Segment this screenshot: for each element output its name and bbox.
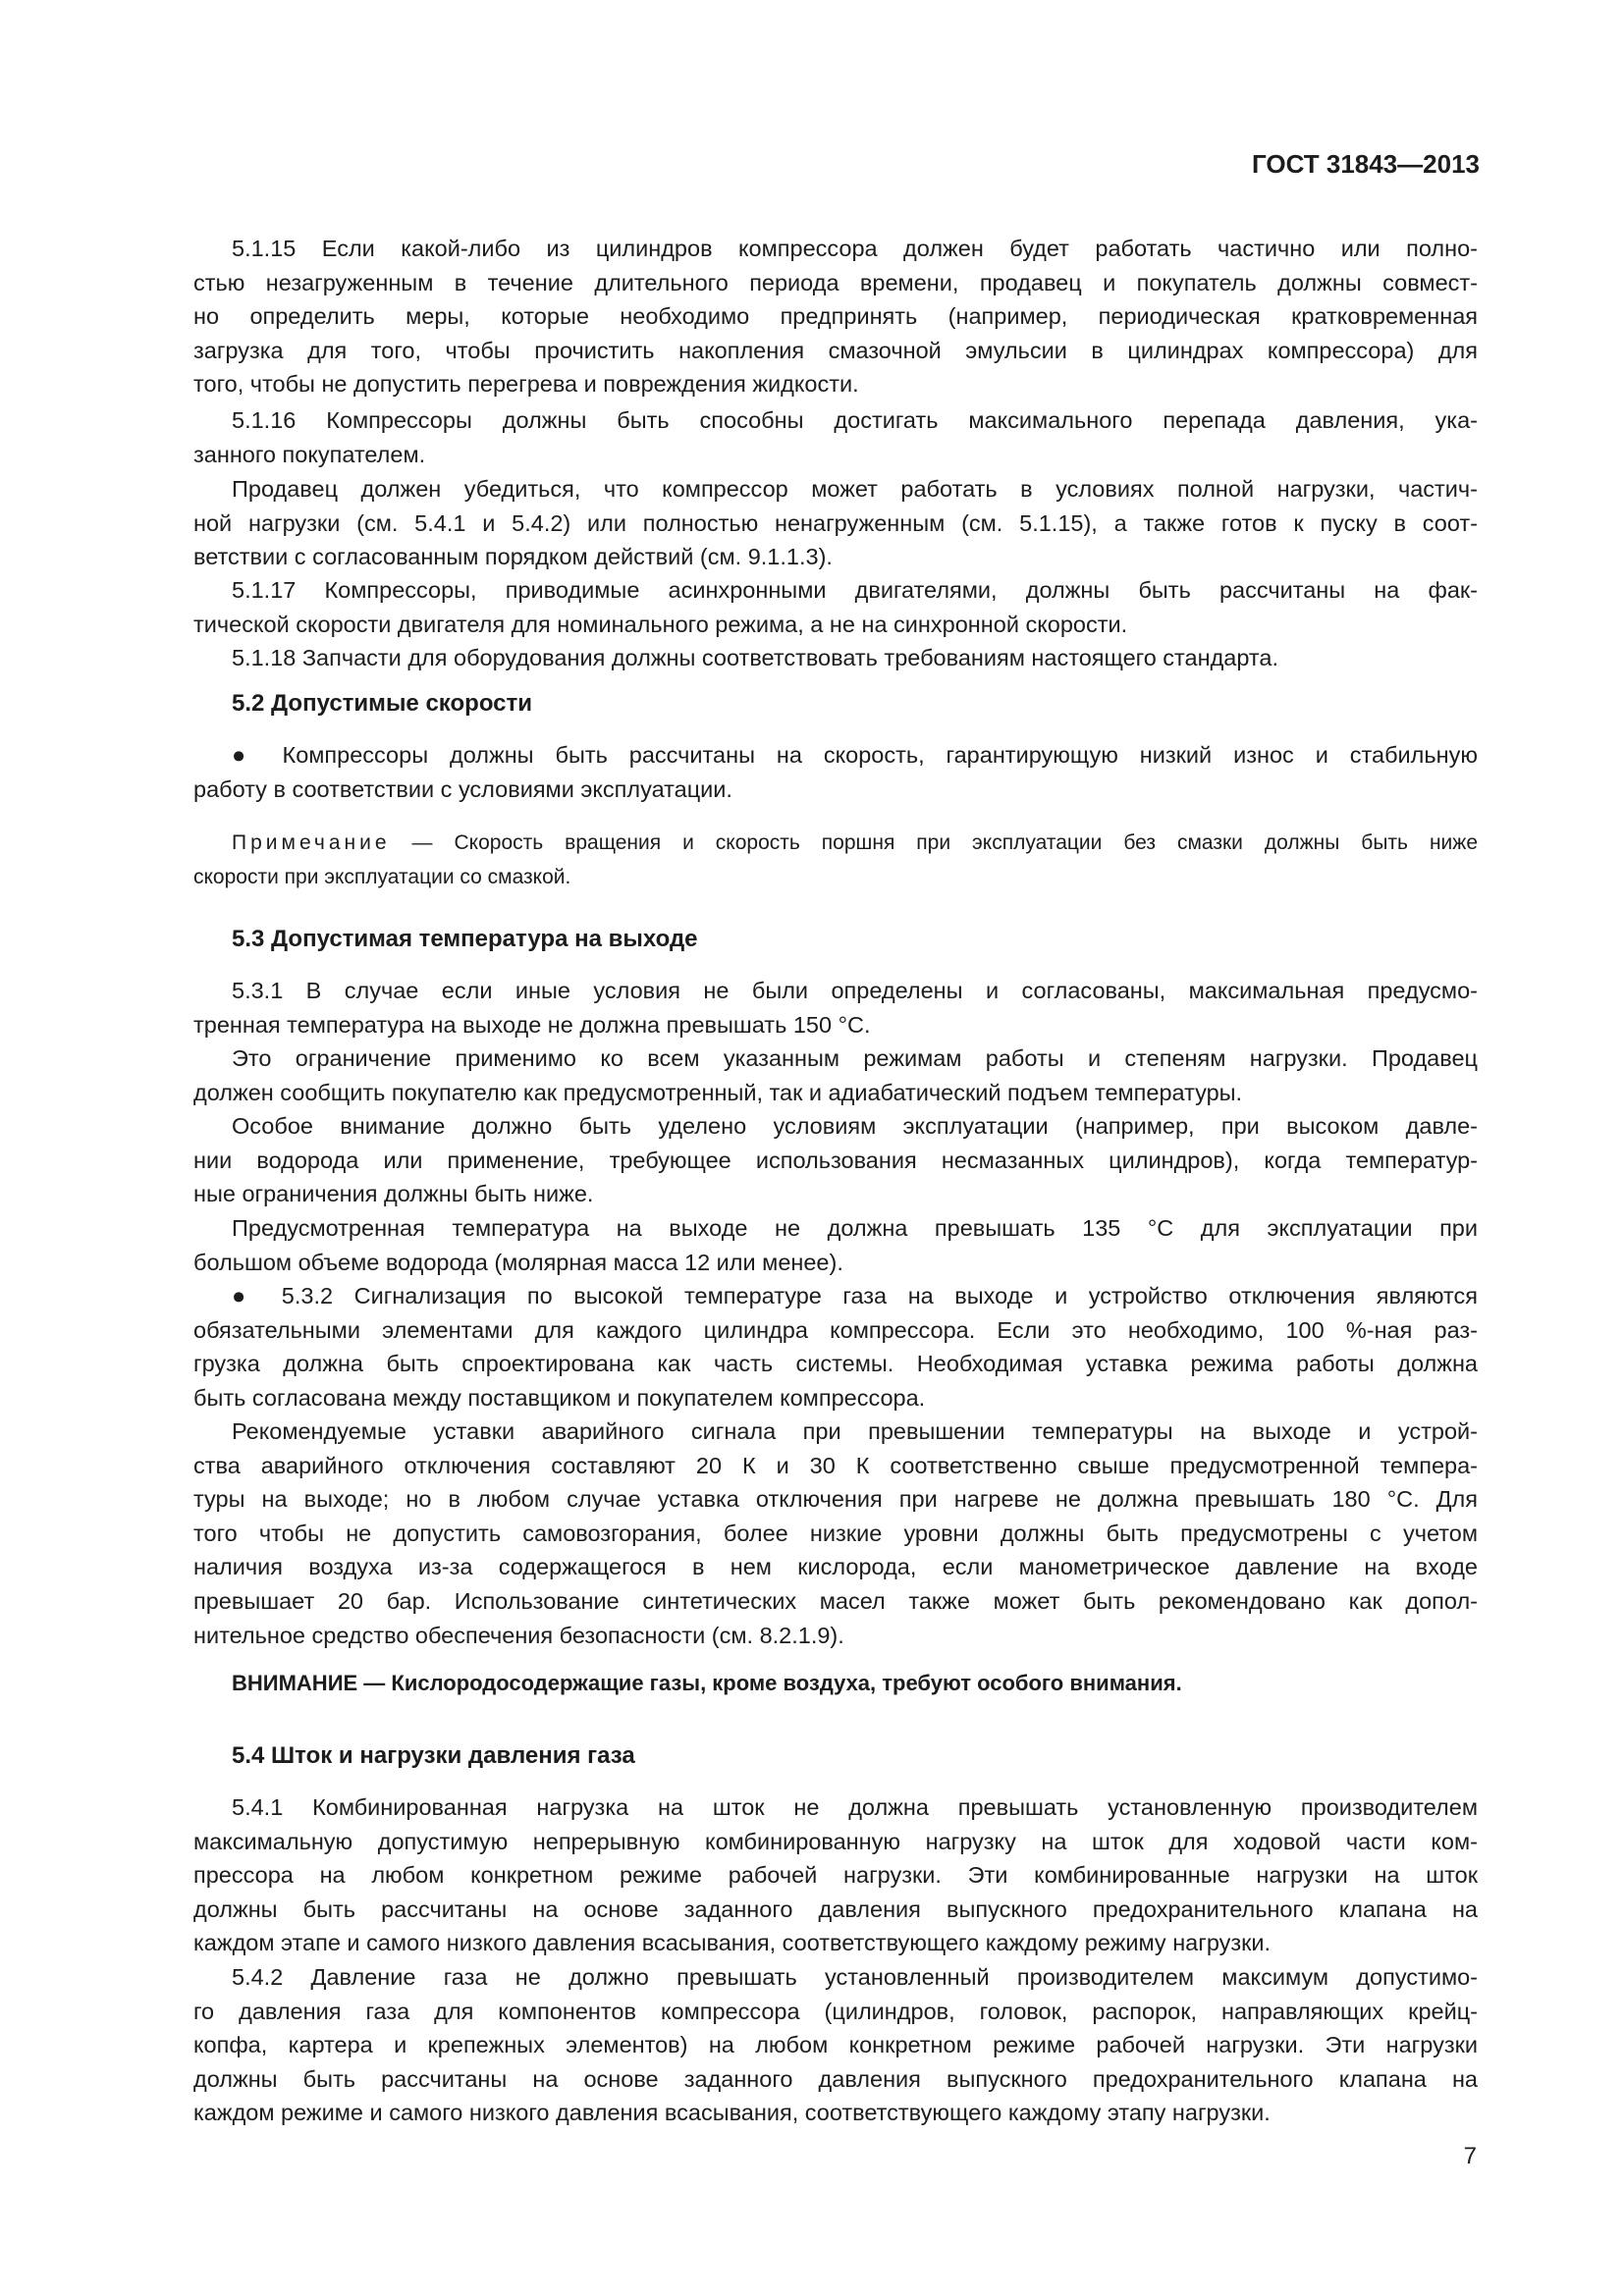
text-line: должны быть рассчитаны на основе заданного давления выпускного предохранительного клапана на [193, 1896, 1478, 1922]
text-line: 5.1.18 Запчасти для оборудования должны соответствовать требованиям настоящего стандарта. [232, 645, 1279, 670]
text-line: копфа, картера и крепежных элементов) на любом конкретном режиме рабочей нагрузки. Эти нагрузки [193, 2032, 1478, 2058]
warning-paragraph [193, 1667, 1478, 1701]
text-line: быть согласована между поставщиком и покупателем компрессора. [193, 1384, 926, 1411]
paragraph [193, 1041, 1478, 1109]
text-line: 5.3.1 В случае если иные условия не были определены и согласованы, максимальная предусмо- [232, 978, 1478, 1003]
text-line: ные ограничения должны быть ниже. [193, 1181, 594, 1207]
note-label: Примечание [232, 831, 391, 854]
paragraph [193, 974, 1478, 1041]
note-paragraph [193, 827, 1478, 894]
text-line: ветствии с согласованным порядком действий (см. 9.1.1.3). [193, 544, 833, 570]
note-text: — Скорость вращения и скорость поршня при эксплуатации без смазки должны быть ниже [390, 831, 1478, 854]
paragraph [193, 738, 1478, 806]
text-line: ВНИМАНИЕ — Кислородосодержащие газы, кроме воздуха, требуют особого внимания. [232, 1671, 1182, 1695]
paragraph [193, 1211, 1478, 1279]
text-line: тренная температура на выходе не должна превышать 150 °С. [193, 1011, 871, 1038]
text-line: Рекомендуемые уставки аварийного сигнала при превышении температуры на выходе и устрой- [232, 1418, 1478, 1444]
paragraph [193, 403, 1478, 471]
text-line: но определить меры, которые необходимо предпринять (например, периодическая кратковременная [193, 303, 1478, 330]
text-line: Особое внимание должно быть уделено условиям эксплуатации (например, при высоком давле- [232, 1113, 1478, 1139]
text-line: того, чтобы не допустить перегрева и повреждения жидкости. [193, 371, 859, 398]
paragraph [193, 641, 1478, 675]
text-line: каждом этапе и самого низкого давления всасывания, соответствующего каждому режиму нагрузки. [193, 1930, 1272, 1956]
text-line: грузка должна быть спроектирована как часть системы. Необходимая уставка режима работы должна [193, 1351, 1478, 1377]
text-line: обязательными элементами для каждого цилиндра компрессора. Если это необходимо, 100 %-ная раз- [193, 1316, 1478, 1343]
text-line: ● Компрессоры должны быть рассчитаны на скорость, гарантирующую низкий износ и стабильную [232, 742, 1478, 768]
text-line: каждом режиме и самого низкого давления всасывания, соответствующего каждому этапу нагрузки. [193, 2100, 1271, 2126]
paragraph [193, 472, 1478, 574]
text-line: 5.2 Допустимые скорости [232, 690, 533, 717]
text-line: большом объеме водорода (молярная масса 12 или менее). [193, 1249, 843, 1275]
paragraph [193, 1109, 1478, 1211]
text-line: ства аварийного отключения составляют 20 К и 30 К соответственно свыше предусмотренной темпера- [193, 1452, 1478, 1478]
text-line: скорости при эксплуатации со смазкой. [193, 865, 571, 888]
text-line: должен сообщить покупателю как предусмотренный, так и адиабатический подъем температуры. [193, 1079, 1243, 1105]
text-line: работу в соответствии с условиями эксплуатации. [193, 775, 732, 802]
text-line: того чтобы не допустить самовозгорания, более низкие уровни должны быть предусмотрены с учетом [193, 1520, 1478, 1546]
text-line: загрузка для того, чтобы прочистить накопления смазочной эмульсии в цилиндрах компрессора) для [193, 337, 1478, 363]
text-line: нительное средство обеспечения безопасности (см. 8.2.1.9). [193, 1622, 844, 1648]
text-line: Предусмотренная температура на выходе не должна превышать 135 °С для эксплуатации при [232, 1215, 1478, 1241]
paragraph [193, 1960, 1478, 2130]
section-heading [193, 923, 1478, 957]
paragraph [193, 1790, 1478, 1960]
text-line: прессора на любом конкретном режиме рабочей нагрузки. Эти комбинированные нагрузки на шток [193, 1862, 1478, 1889]
text-line: го давления газа для компонентов компрессора (цилиндров, головок, распорок, направляющих крейц- [193, 1998, 1478, 2024]
text-line: 5.4.1 Комбинированная нагрузка на шток не должна превышать установленную производителем [232, 1794, 1478, 1820]
section-heading [193, 687, 1478, 721]
paragraph [193, 232, 1478, 401]
document-code-header: ГОСТ 31843—2013 [1252, 149, 1480, 179]
text-line: 5.1.17 Компрессоры, приводимые асинхронными двигателями, должны быть рассчитаны на фак- [232, 577, 1478, 603]
text-line: туры на выходе; но в любом случае уставка отключения при нагреве не должна превышать 180 °С. Для [193, 1486, 1478, 1513]
text-line: должны быть рассчитаны на основе заданного давления выпускного предохранительного клапана на [193, 2065, 1478, 2092]
paragraph [193, 573, 1478, 641]
text-line: нии водорода или применение, требующее использования несмазанных цилиндров), когда температур- [193, 1147, 1478, 1173]
paragraph [193, 1415, 1478, 1652]
page-number: 7 [1463, 2143, 1477, 2169]
text-line: превышает 20 бар. Использование синтетических масел также может быть рекомендовано как допол- [193, 1587, 1478, 1614]
text-line: занного покупателем. [193, 441, 426, 467]
text-line: Это ограничение применимо ко всем указанным режимам работы и степеням нагрузки. Продавец [232, 1045, 1478, 1071]
text-line: Продавец должен убедиться, что компрессор может работать в условиях полной нагрузки, частич- [232, 476, 1478, 502]
text-line: 5.4.2 Давление газа не должно превышать установленный производителем максимум допустимо- [232, 1964, 1478, 1990]
text-line: ной нагрузки (см. 5.4.1 и 5.4.2) или полностью ненагруженным (см. 5.1.15), а также готов к пуску в соот- [193, 509, 1478, 536]
section-heading [193, 1739, 1478, 1774]
text-line [193, 827, 1478, 861]
text-line: тической скорости двигателя для номинального режима, а не на синхронной скорости. [193, 611, 1128, 637]
text-line: 5.1.15 Если какой-либо из цилиндров компрессора должен будет работать частично или полно- [232, 236, 1478, 261]
text-line: максимальную допустимую непрерывную комбинированную нагрузку на шток для ходовой части ком- [193, 1828, 1478, 1854]
text-line: наличия воздуха из-за содержащегося в нем кислорода, если манометрическое давление на входе [193, 1554, 1478, 1580]
text-line: 5.4 Шток и нагрузки давления газа [232, 1742, 635, 1769]
text-line: 5.1.16 Компрессоры должны быть способны достигать максимального перепада давления, ука- [232, 407, 1478, 433]
text-line: ● 5.3.2 Сигнализация по высокой температуре газа на выходе и устройство отключения являются [232, 1283, 1478, 1308]
text-line: 5.3 Допустимая температура на выходе [232, 926, 698, 952]
text-line: стью незагруженным в течение длительного периода времени, продавец и покупатель должны совмест- [193, 269, 1478, 295]
paragraph [193, 1279, 1478, 1415]
